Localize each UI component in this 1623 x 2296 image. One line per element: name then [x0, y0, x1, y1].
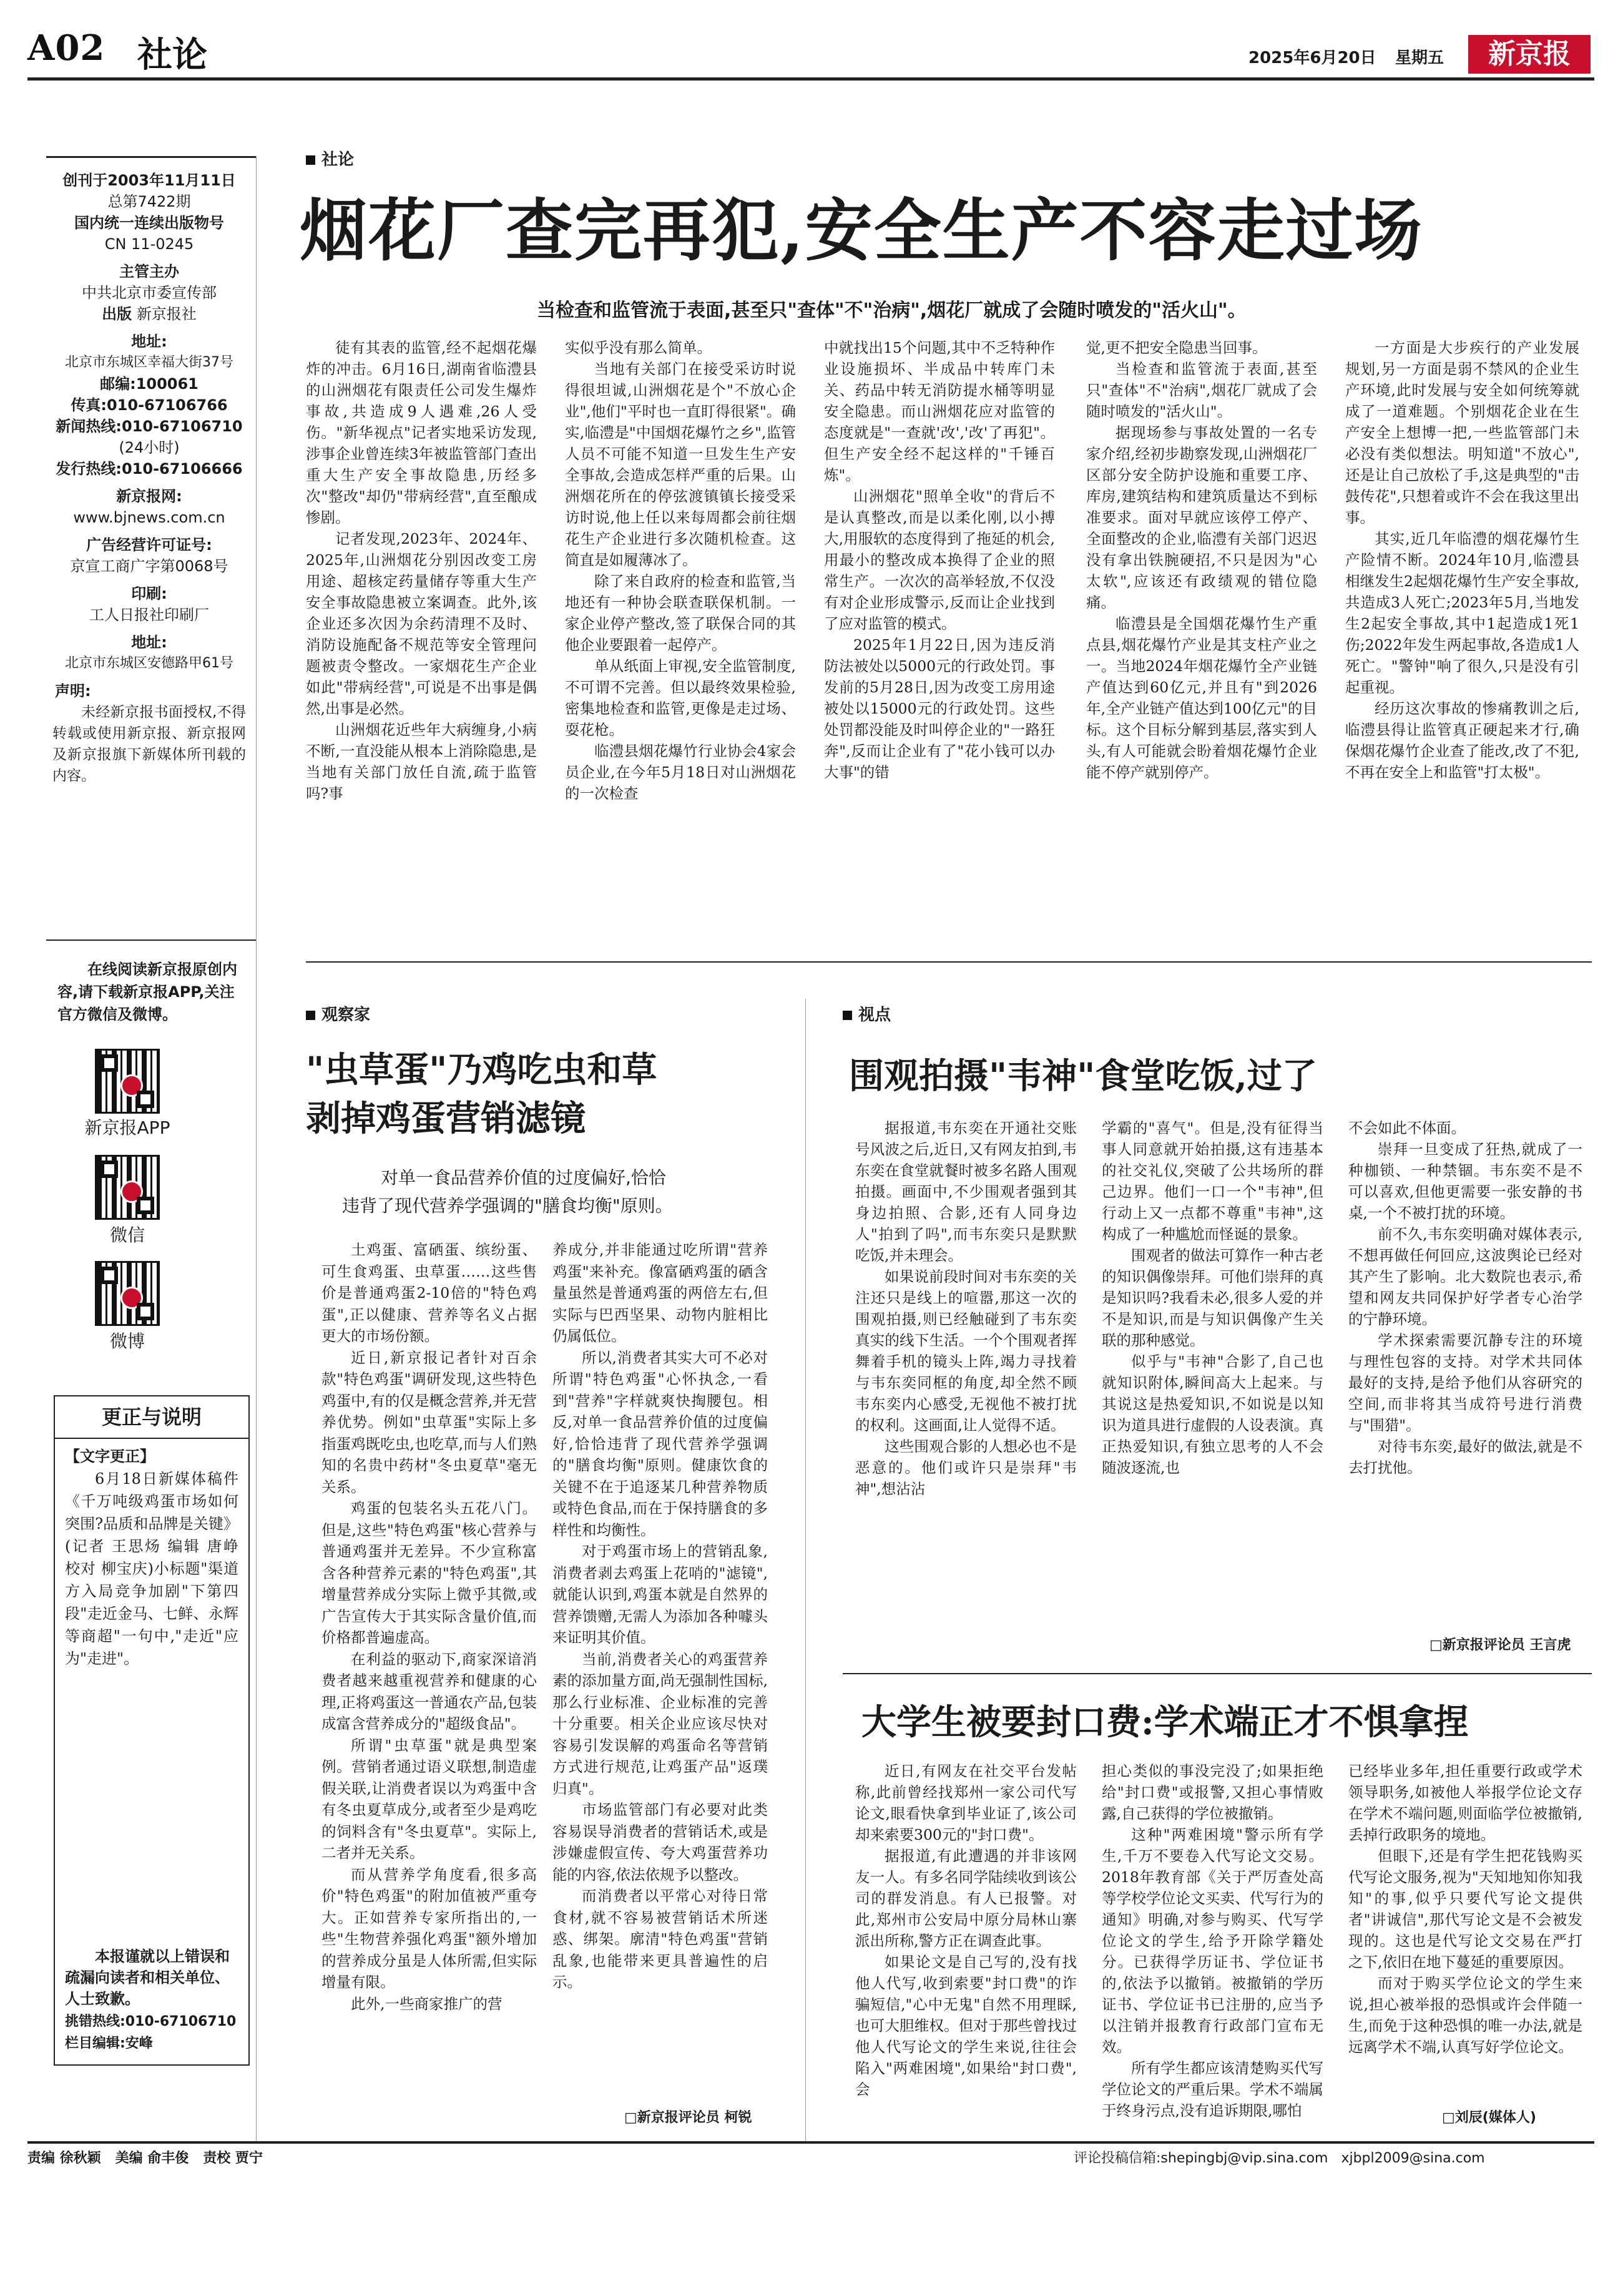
- observer-headline-2: 剥掉鸡蛋营销滤镜: [306, 1098, 586, 1139]
- editorial-col-2: [565, 337, 796, 804]
- paragraph: 担心类似的事没完没了;如果拒绝给"封口费"或报警,又担心事情败露,自己获得的学位被撤销。: [1102, 1762, 1323, 1822]
- paragraph: 记者发现,2023年、2024年、2025年,山洲烟花分别因改变工房用途、超核定药量储存等重大生产安全事故隐患被立案调查。此外,该企业还多次因为余药清理不及时、消防设施配备不规范等安全管理问题被责令整改。一家烟花生产企业如此"带病经营",可说是不出事是偶然,出事是必然。: [306, 530, 537, 717]
- editorial-col-4: [1086, 337, 1317, 783]
- ad-license-label: 广告经营许可证号:: [86, 536, 212, 554]
- corrections-tag: 【文字更正】: [65, 1448, 155, 1465]
- gag-headline: 大学生被要封口费:学术端正才不惧拿捏: [861, 1702, 1469, 1743]
- sidebar-top-rule: [46, 156, 256, 158]
- viewpoint-headline: 围观拍摄"韦神"食堂吃饭,过了: [849, 1056, 1317, 1097]
- column-editor: 栏目编辑:安峰: [65, 2036, 153, 2051]
- wechat-qr-code[interactable]: [95, 1155, 160, 1220]
- paragraph: 单从纸面上审视,安全监管制度,不可谓不完善。但以最终效果检验,密集地检查和监管,更像是走过场、耍花枪。: [565, 657, 796, 738]
- address: 北京市东城区幸福大街37号: [65, 355, 233, 370]
- paragraph: 似乎与"韦神"合影了,自己也就知识附体,瞬间高大上起来。与其说这是热爱知识,不如说是以知识为道具进行虚假的人设表演。真正热爱知识,有独立思考的人不会随波逐流,也: [1102, 1353, 1323, 1476]
- observer-col-2: [552, 1239, 768, 1993]
- paragraph: 所以,消费者其实大可不必对所谓"特色鸡蛋"心怀执念,一看到"营养"字样就爽快掏腰包。相反,对单一食品营养价值的过度偏好,恰恰违背了现代营养学强调的"膳食均衡"原则。健康饮食的关键不在于追逐某几种营养物质或特色食品,而在于保持膳食的多样性和均衡性。: [552, 1348, 768, 1539]
- printer: 工人日报社印刷厂: [89, 606, 209, 624]
- gag-col-1: [855, 1760, 1077, 2100]
- corrections-body: 6月18日新媒体稿件《千万吨级鸡蛋市场如何突围?品质和品牌是关键》(记者 王思炀 编辑 唐峥 校对 柳宝庆)小标题"渠道方入局竞争加剧"下第四段"走近金马、七鲜、永辉等商超"一句中,"走近"应为"走进"。: [65, 1470, 238, 1667]
- apology: 本报谨就以上错误和疏漏向读者和相关单位、人士致歉。: [65, 1948, 230, 2008]
- online-note: 在线阅读新京报原创内容,请下载新京报APP,关注官方微信及微博。: [57, 961, 237, 1023]
- paragraph: 山洲烟花近些年大病缠身,小病不断,一直没能从根本上消除隐患,是当地有关部门放任自流,疏于监管吗?事: [306, 721, 537, 802]
- paragraph: 已经毕业多年,担任重要行政或学术领导职务,如被他人举报学位论文存在学术不端问题,则面临学位被撤销,丢掉行政职务的境地。: [1348, 1762, 1582, 1843]
- cn-number: CN 11-0245: [104, 235, 194, 253]
- masthead-rule: [27, 77, 1594, 81]
- paragraph: 除了来自政府的检查和监管,当地还有一种协会联查联保机制。一家企业停产整改,签了联保合同的其他企业要跟着一起停产。: [565, 572, 796, 654]
- section-name: 社论: [137, 34, 207, 76]
- paragraph: 崇拜一旦变成了狂热,就成了一种枷锁、一种禁锢。韦东奕不是不可以喜欢,但他更需要一张安静的书桌,一个不被打扰的环境。: [1348, 1141, 1582, 1222]
- paragraph: 对于鸡蛋市场上的营销乱象,消费者剥去鸡蛋上花哨的"滤镜",就能认识到,鸡蛋本就是自然界的营养馈赠,无需人为添加各种噱头来证明其价值。: [552, 1543, 768, 1646]
- observer-tag-label: 观察家: [321, 1006, 371, 1024]
- sidebar: [46, 156, 257, 2141]
- publisher: 新京报社: [136, 305, 197, 323]
- viewpoint-signature: □新京报评论员 王言虎: [1429, 1637, 1571, 1653]
- corrections-title: 更正与说明: [55, 1396, 248, 1439]
- corrections-box: [54, 1395, 250, 2066]
- paragraph: 如果论文是自己写的,没有找他人代写,收到索要"封口费"的诈骗短信,"心中无鬼"自然不用理睬,也可大胆维权。但对于那些曾找过他人代写论文的学生来说,往往会陷入"两难困境",如果给"封口费",会: [855, 1953, 1077, 2098]
- editorial-headline: 烟花厂查完再犯,安全生产不容走过场: [300, 192, 1423, 270]
- paragraph: 山洲烟花"照单全收"的背后不是认真整改,而是以柔化刚,以小搏大,用服软的态度得到了拖延的机会,用最小的整改成本换得了企业的照常生产。一次次的高举轻放,不仅没有对企业形成警示,反而让企业找到了应对监管的模式。: [824, 488, 1055, 632]
- serial-label: 国内统一连续出版物号: [74, 214, 224, 232]
- gag-col-3: [1348, 1760, 1582, 2058]
- footer-editors: 责编 徐秋颖 美编 俞丰俊 责校 贾宁: [27, 2151, 263, 2166]
- publisher-label: 出版: [102, 305, 132, 323]
- paragraph: 围观者的做法可算作一种古老的知识偶像崇拜。可他们崇拜的真是知识吗?我看未必,很多人爱的并不是知识,而是与知识偶像产生关联的那种感觉。: [1102, 1247, 1323, 1349]
- paragraph: 当检查和监管流于表面,甚至只"查体"不"治病",烟花厂就成了会随时喷发的"活火山"。: [1086, 360, 1317, 420]
- gag-signature: □刘辰(媒体人): [1442, 2110, 1536, 2126]
- website-link[interactable]: www.bjnews.com.cn: [73, 509, 225, 526]
- masthead: [0, 0, 1623, 75]
- sponsor-label: 主管主办: [119, 263, 179, 280]
- website-label: 新京报网:: [116, 488, 182, 505]
- paragraph: 学术探索需要沉静专注的环境与理性包容的支持。对学术共同体最好的支持,是给予他们从容研究的空间,而非将其当成符号进行消费与"围猎"。: [1348, 1332, 1582, 1434]
- paragraph: 其实,近几年临澧的烟花爆竹生产险情不断。2024年10月,临澧县相继发生2起烟花爆竹生产安全事故,共造成3人死亡;2023年5月,当地发生2起安全事故,其中1起造成1死1伤;2022年发生两起事故,各造成1人死亡。"警钟"响了很久,只是没有引起重视。: [1345, 530, 1579, 696]
- observer-col-1: [321, 1239, 537, 2014]
- app-qr-code[interactable]: [95, 1049, 160, 1114]
- observer-subhead-2: 违背了现代营养学强调的"膳食均衡"原则。: [342, 1195, 673, 1216]
- paragraph: 据报道,韦东奕在开通社交账号风波之后,近日,又有网友拍到,韦东奕在食堂就餐时被多名路人围观拍摄。画面中,不少围观者强到其身边拍照、合影,还有人同身边人"拍到了吗",而韦东奕只是默默吃饭,并未理会。: [855, 1119, 1077, 1264]
- viewpoint-tag: [843, 1002, 891, 1025]
- ad-license: 京宣工商广字第0068号: [70, 557, 228, 575]
- complaint-hotline: 挑错热线:010-67106710: [65, 2014, 237, 2029]
- paragraph: 对待韦东奕,最好的做法,就是不去打扰他。: [1348, 1438, 1582, 1476]
- column-divider: [805, 999, 806, 2141]
- founded: 创刊于2003年11月11日: [62, 172, 236, 189]
- observer-tag: [306, 1002, 370, 1025]
- square-icon: [843, 1011, 852, 1020]
- paragraph: 一方面是大步疾行的产业发展规划,另一方面是弱不禁风的企业生产环境,此时发展与安全如何统筹就成了一道难题。个别烟花企业在生产安全上想博一把,一些监管部门未必没有类似想法。明知道"不放心",还是让自己放松了手,这是典型的"击鼓传花",只想着或许不会在我这里出事。: [1345, 339, 1579, 526]
- paragraph: 临澧县是全国烟花爆竹生产重点县,烟花爆竹产业是其支柱产业之一。当地2024年烟花爆竹全产业链产值达到60亿元,并且有"到2026年,全产业链产值达到100亿元"的目标。这个目标分解到基层,落实到人头,有人可能就会盼着烟花爆竹企业能不停产就别停产。: [1086, 615, 1317, 781]
- qr-label-weibo: 微博: [109, 1331, 145, 1352]
- editorial-col-3: [824, 337, 1055, 783]
- square-icon: [306, 1011, 315, 1020]
- paragraph: 这种"两难困境"警示所有学生,千万不要卷入代写论文交易。2018年教育部《关于严厉查处高等学校学位论文买卖、代写行为的通知》明确,对参与购买、代写学位论文的学生,给予开除学籍处分。已获得学历证书、学位证书的,依法予以撤销。被撤销的学历证书、学位证书已注册的,应当予以注销并报教育行政部门宣布无效。: [1102, 1826, 1323, 2056]
- paragraph: 在利益的驱动下,商家深谙消费者越来越重视营养和健康的心理,正将鸡蛋这一普通农产品,包装成富含营养成分的"超级食品"。: [321, 1650, 537, 1732]
- viewpoint-col-3: [1348, 1117, 1582, 1478]
- distribution-hotline: 发行热线:010-67106666: [56, 460, 243, 478]
- editorial-tag: [306, 147, 354, 170]
- observer-subhead-1: 对单一食品营养价值的过度偏好,恰恰: [381, 1167, 666, 1188]
- viewpoint-tag-label: 视点: [858, 1006, 891, 1024]
- editorial-col-5: [1345, 337, 1579, 783]
- qr-label-app: 新京报APP: [84, 1117, 170, 1138]
- news-hotline: 新闻热线:010-67106710: [56, 418, 243, 435]
- editorial-col-1: [306, 337, 537, 804]
- news-hotline-note: (24小时): [119, 439, 180, 456]
- square-icon: [306, 155, 315, 165]
- paragraph: 觉,更不把安全隐患当回事。: [1086, 339, 1267, 356]
- paragraph: 前不久,韦东奕明确对媒体表示,不想再做任何回应,这波舆论已经对其产生了影响。北大数院也表示,希望和网友共同保护好学者专心治学的宁静环境。: [1348, 1225, 1582, 1328]
- issue-weekday: 星期五: [1395, 49, 1444, 67]
- paragraph: 养成分,并非能通过吃所谓"营养鸡蛋"来补充。像富硒鸡蛋的硒含量虽然是普通鸡蛋的两倍左右,但实际与巴西坚果、动物内脏相比仍属低位。: [552, 1241, 768, 1345]
- statement: 未经新京报书面授权,不得转载或使用新京报、新京报网及新京报旗下新媒体所刊载的内容。: [52, 704, 246, 784]
- paragraph: 当地有关部门在接受采访时说得很坦诚,山洲烟花是个"不放心企业",他们"平时也一直盯得很紧"。确实,临澧是"中国烟花爆竹之乡",监管人员不可能不知道一旦发生生产安全事故,会造成怎样严重的后果。山洲烟花所在的停弦渡镇镇长接受采访时说,他上任以来每周都会前往烟花生产企业进行多次随机检查。这简直是如履薄冰了。: [565, 360, 796, 569]
- statement-label: 声明:: [55, 682, 91, 700]
- fax: 传真:010-67106766: [71, 396, 228, 414]
- sidebar-mid-rule: [46, 939, 256, 941]
- paragraph: 近日,有网友在社交平台发帖称,此前曾经找郑州一家公司代写论文,眼看快拿到毕业证了,该公司却来索要300元的"封口费"。: [855, 1762, 1077, 1843]
- paragraph: 经历这次事故的惨痛教训之后,临澧县得让监管真正硬起来才行,确保烟花爆竹企业查了能改,改了不犯,不再在安全上和监管"打太极"。: [1345, 700, 1579, 781]
- paragraph: 如果说前段时间对韦东奕的关注还只是线上的喧嚣,那这一次的围观拍摄,则已经触碰到了韦东奕真实的线下生活。一个个围观者挥舞着手机的镜头上阵,竭力寻找着与韦东奕同框的角度,却全然不顾韦东奕内心感受,无视他不被打扰的权利。这画面,让人觉得不适。: [855, 1268, 1077, 1434]
- viewpoint-col-1: [855, 1117, 1077, 1499]
- paragraph: 徒有其表的监管,经不起烟花爆炸的冲击。6月16日,湖南省临澧县的山洲烟花有限责任公司发生爆炸事故,共造成9人遇难,26人受伤。"新华视点"记者实地采访发现,涉事企业曾连续3年被监管部门查出重大生产安全事故隐患,历经多次"整改"却仍"带病经营",直至酿成惨剧。: [306, 339, 537, 526]
- paragraph: 临澧县烟花爆竹行业协会4家会员企业,在今年5月18日对山洲烟花的一次检查: [565, 742, 796, 802]
- paragraph: 不会如此不体面。: [1348, 1119, 1466, 1137]
- paper-logo: 新京报: [1468, 35, 1591, 74]
- editorial-bottom-rule: [306, 961, 1592, 963]
- print-address: 北京市东城区安德路甲61号: [65, 655, 233, 671]
- paragraph: 鸡蛋的包装名头五花八门。但是,这些"特色鸡蛋"核心营养与普通鸡蛋并无差异。不少宣称富含各种营养元素的"特色鸡蛋",其增量营养成分实际上微乎其微,或广告宣传大于其实际含量价值,而价格都普遍虚高。: [321, 1499, 537, 1646]
- paragraph: 所谓"虫草蛋"就是典型案例。营销者通过语义联想,制造虚假关联,让消费者误以为鸡蛋中含有冬虫夏草成分,或者至少是鸡吃的饲料含有"冬虫夏草"。实际上,二者并无关系。: [321, 1736, 537, 1862]
- paragraph: 市场监管部门有必要对此类容易误导消费者的营销话术,或是涉嫌虚假宣传、夸大鸡蛋营养功能的内容,依法依规予以整改。: [552, 1801, 768, 1883]
- paragraph: 当前,消费者关心的鸡蛋营养素的添加量方面,尚无强制性国标,那么行业标准、企业标准的完善十分重要。相关企业应该尽快对容易引发误解的鸡蛋命名等营销方式进行规范,让鸡蛋产品"返璞归真"。: [552, 1650, 768, 1797]
- paragraph: 近日,新京报记者针对百余款"特色鸡蛋"调研发现,这些特色鸡蛋中,有的仅是概念营养,并无营养优势。例如"虫草蛋"实际上多指蛋鸡既吃虫,也吃草,而与人们熟知的名贵中药材"冬虫夏草"毫无关系。: [321, 1348, 537, 1496]
- observer-signature: □新京报评论员 柯锐: [624, 2110, 752, 2126]
- address-label: 地址:: [131, 333, 167, 350]
- print-label: 印刷:: [131, 585, 167, 602]
- paragraph: 所有学生都应该清楚购买代写学位论文的严重后果。学术不端属于终身污点,没有追诉期限,哪怕: [1102, 2059, 1323, 2119]
- postcode: 邮编:100061: [100, 375, 199, 393]
- paragraph: 据现场参与事故处置的一名专家介绍,经初步勘察发现,山洲烟花厂区部分安全防护设施和重要工序、库房,建筑结构和建筑质量达不到标准要求。面对早就应该停工停产、全面整改的企业,临澧有关部门迟迟没有拿出铁腕硬招,不只是因为"心太软",应该还有政绩观的错位隐痛。: [1086, 424, 1317, 611]
- paragraph: 而消费者以平常心对待日常食材,就不容易被营销话术所迷惑、绑架。廓清"特色鸡蛋"营销乱象,也能带来更具普遍性的启示。: [552, 1887, 768, 1991]
- page-number: A02: [27, 27, 105, 69]
- issue-number: 总第7422期: [107, 193, 191, 210]
- footer-rule: [27, 2141, 1594, 2144]
- viewpoint-col-2: [1102, 1117, 1323, 1478]
- sponsor: 中共北京市委宣传部: [82, 284, 217, 302]
- paragraph: 但眼下,还是有学生把花钱购买代写论文服务,视为"天知地知你知我知"的事,似乎只要代写论文提供者"讲诚信",那代写论文是不会被发现的。这也是代写论文交易在严打之下,依旧在地下蔓延的重要原因。: [1348, 1847, 1582, 1971]
- editorial-subhead: 当检查和监管流于表面,甚至只"查体"不"治病",烟花厂就成了会随时喷发的"活火山"。: [537, 300, 1247, 321]
- paragraph: 而从营养学角度看,很多高价"特色鸡蛋"的附加值被严重夸大。正如营养专家所指出的,一些"生物营养强化鸡蛋"额外增加的营养成分虽是人体所需,但实际增量有限。: [321, 1865, 537, 1991]
- paragraph: 据报道,有此遭遇的并非该网友一人。有多名同学陆续收到该公司的群发消息。有人已报警。对此,郑州市公安局中原分局林山寨派出所称,警方正在调查此事。: [855, 1847, 1077, 1950]
- paragraph: 2025年1月22日,因为违反消防法被处以5000元的行政处罚。事发前的5月28日,因为改变工房用途被处以15000元的行政处罚。这些处罚都没能及时叫停企业的"一路狂奔",反而让企业有了"花小钱可以办大事"的错: [824, 636, 1055, 781]
- qr-label-wechat: 微信: [109, 1225, 145, 1245]
- weibo-qr-code[interactable]: [95, 1261, 160, 1326]
- paragraph: 学霸的"喜气"。但是,没有征得当事人同意就开始拍摄,这有违基本的社交礼仪,突破了公共场所的群己边界。他们一口一个"韦神",但行动上又一点都不尊重"韦神",这构成了一种尴尬而怪诞的景象。: [1102, 1119, 1323, 1243]
- print-address-label: 地址:: [131, 634, 167, 651]
- paragraph: 而对于购买学位论文的学生来说,担心被举报的恐惧或许会伴随一生,而免于这种恐惧的唯一办法,就是远离学术不端,认真写好学位论文。: [1348, 1975, 1582, 2056]
- publisher-row: [46, 303, 252, 325]
- paragraph: 土鸡蛋、富硒蛋、缤纷蛋、可生食鸡蛋、虫草蛋……这些售价是普通鸡蛋2-10倍的"特色鸡蛋",正以健康、营养等名义占据更大的市场份额。: [321, 1241, 537, 1345]
- paragraph: 这些围观合影的人想必也不是恶意的。他们或许只是崇拜"韦神",想沾沾: [855, 1438, 1077, 1498]
- paragraph: 中就找出15个问题,其中不乏特种作业设施损坏、半成品中转库门未关、药品中转无消防提水桶等明显安全隐患。而山洲烟花应对监管的态度就是"一查就'改','改'了再犯"。但生产安全经不起这样的"千锤百炼"。: [824, 339, 1055, 484]
- observer-headline-1: "虫草蛋"乃鸡吃虫和草: [306, 1049, 657, 1091]
- paragraph: 实似乎没有那么简单。: [565, 339, 712, 356]
- issue-date: 2025年6月20日: [1248, 49, 1376, 67]
- paragraph: 此外,一些商家推广的营: [351, 1994, 503, 2013]
- gag-col-2: [1102, 1760, 1323, 2121]
- viewpoint-bottom-rule: [843, 1673, 1592, 1674]
- footer-contact[interactable]: 评论投稿信箱:shepingbj@vip.sina.com xjbpl2009@sina.com: [1074, 2151, 1485, 2166]
- editorial-tag-label: 社论: [321, 150, 355, 169]
